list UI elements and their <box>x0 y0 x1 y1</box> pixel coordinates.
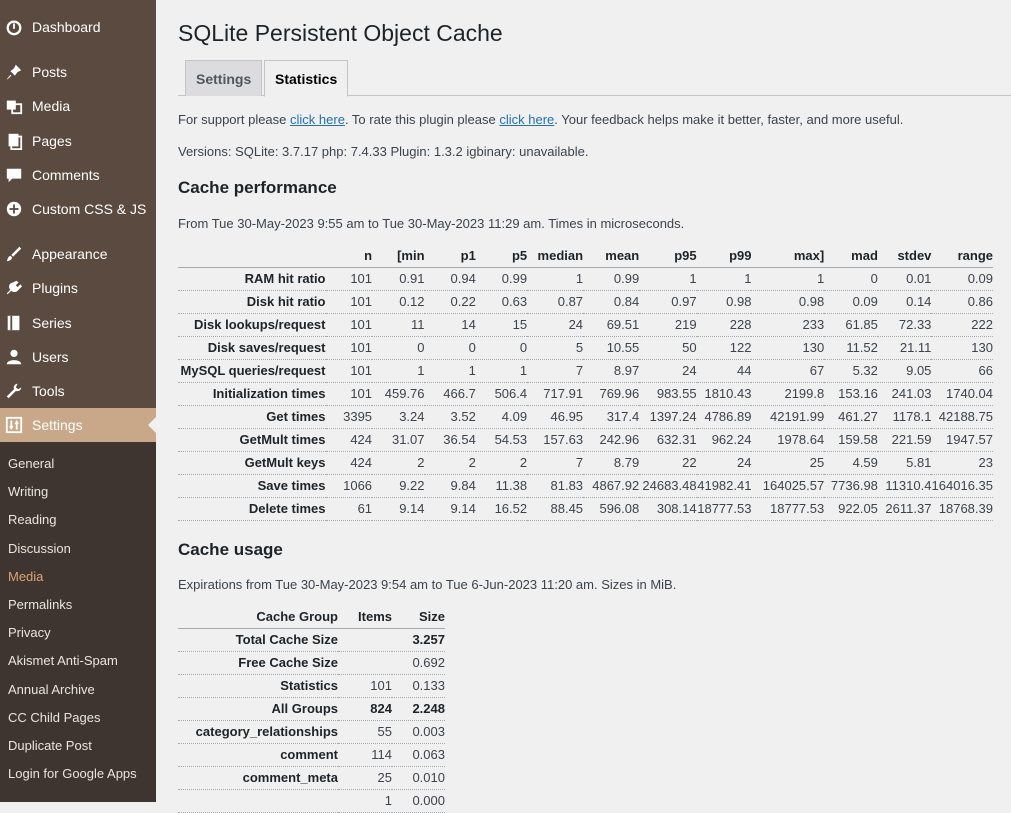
table-cell: 0 <box>468 340 476 355</box>
table-cell: 0.22 <box>450 294 476 309</box>
column-header: p5 <box>476 244 527 267</box>
table-cell: 36.54 <box>443 432 476 447</box>
table-row <box>178 290 993 313</box>
table-row <box>178 313 993 336</box>
menu-item-series[interactable] <box>0 306 156 340</box>
table-cell: 1810.43 <box>704 386 752 401</box>
table-cell: 0 <box>870 271 878 286</box>
table-cell: 18768.39 <box>938 501 993 516</box>
table-cell: 14 <box>461 317 476 332</box>
column-header: p95 <box>639 244 696 267</box>
menu-item-dashboard[interactable] <box>0 10 156 44</box>
table-cell: 10.55 <box>606 340 640 355</box>
table-cell: 1 <box>575 271 584 286</box>
table-cell: 1947.57 <box>946 432 993 447</box>
book-icon <box>4 313 24 333</box>
row-label: comment_meta <box>242 770 338 785</box>
table-cell: 3395 <box>343 409 373 424</box>
table-cell: 308.14 <box>656 501 697 516</box>
table-cell: 2 <box>417 455 425 470</box>
table-cell: 130 <box>971 340 993 355</box>
table-cell: 233 <box>802 317 825 332</box>
column-header: mean <box>583 244 639 267</box>
table-cell: 0.14 <box>906 294 932 309</box>
table-cell: 157.63 <box>543 432 584 447</box>
table-row <box>178 359 993 382</box>
table-cell: 5.81 <box>906 455 932 470</box>
row-label: All Groups <box>271 701 338 716</box>
table-cell: 1 <box>417 363 425 378</box>
column-header: mad <box>824 244 878 267</box>
menu-item-label: Plugins <box>32 280 78 296</box>
cache-performance-heading: Cache performance <box>178 178 337 197</box>
row-label: GetMult keys <box>244 455 326 470</box>
table-cell: 7 <box>575 363 584 378</box>
user-icon <box>4 347 24 367</box>
table-cell: 0.97 <box>671 294 697 309</box>
table-cell: 0.84 <box>613 294 640 309</box>
size-cell: 0.003 <box>412 724 445 739</box>
table-cell: 0.01 <box>906 271 932 286</box>
versions-text: Versions: SQLite: 3.7.17 php: 7.4.33 Plugin: 1.3.2 igbinary: unavailable. <box>178 144 589 159</box>
items-cell: 114 <box>371 747 392 762</box>
support-text: For support please click here. To rate this plugin please click here. Your feedback helps make it better, faster, and more useful. <box>178 112 904 127</box>
table-cell: 18777.53 <box>770 501 825 516</box>
table-cell: 101 <box>350 386 373 401</box>
table-cell: 50 <box>682 340 697 355</box>
table-cell: 7736.98 <box>830 478 878 493</box>
menu-item-tools[interactable] <box>0 374 156 408</box>
table-cell: 424 <box>350 432 373 447</box>
row-label: Initialization times <box>212 386 326 401</box>
table-row <box>178 267 993 290</box>
table-cell: 1397.24 <box>649 409 697 424</box>
table-cell: 228 <box>729 317 752 332</box>
menu-item-label: Posts <box>32 64 68 80</box>
table-cell: 42191.99 <box>770 409 825 424</box>
submenu-item-permalinks[interactable]: Permalinks <box>8 597 73 612</box>
table-cell: 8.97 <box>613 363 640 378</box>
menu-item-label: Comments <box>32 167 100 183</box>
table-cell: 42188.75 <box>938 409 993 424</box>
table-cell: 18777.53 <box>697 501 752 516</box>
table-row <box>178 382 993 405</box>
table-row <box>178 720 445 743</box>
table-cell: 1978.64 <box>777 432 825 447</box>
submenu-item-discussion[interactable]: Discussion <box>8 540 71 556</box>
table-cell: 24 <box>737 455 752 470</box>
size-cell: 0.010 <box>412 770 445 785</box>
media-icon <box>4 96 24 116</box>
items-cell: 824 <box>370 701 392 716</box>
menu-item-label: Users <box>32 349 69 365</box>
table-cell: 3.52 <box>450 409 476 424</box>
items-cell <box>338 651 392 674</box>
table-cell: 506.4 <box>494 386 528 401</box>
performance-range-text: From Tue 30-May-2023 9:55 am to Tue 30-May-2023 11:29 am. Times in microseconds. <box>178 216 685 231</box>
table-cell: 54.53 <box>494 432 528 447</box>
table-cell: 15 <box>512 317 528 332</box>
settings-submenu <box>0 442 156 802</box>
table-cell: 24683.48 <box>642 478 697 493</box>
table-cell: 0 <box>417 340 425 355</box>
submenu-item-media[interactable]: Media <box>8 568 44 584</box>
table-cell: 11.52 <box>846 340 878 355</box>
table-cell: 46.95 <box>550 409 584 424</box>
table-cell: 2199.8 <box>784 386 825 401</box>
submenu-item-privacy[interactable]: Privacy <box>8 625 51 641</box>
table-cell: 66 <box>978 363 993 378</box>
table-cell: 16.52 <box>494 501 528 516</box>
size-cell: 0.133 <box>412 678 445 693</box>
row-label: comment <box>280 747 338 762</box>
column-header: max] <box>751 244 824 267</box>
main-content <box>178 0 1011 808</box>
table-cell: 0 <box>519 340 528 355</box>
table-cell: 241.03 <box>891 386 932 401</box>
table-cell: 5 <box>575 340 584 355</box>
table-cell: 101 <box>350 294 373 309</box>
table-cell: 1740.04 <box>946 386 993 401</box>
column-header: Items <box>338 605 392 628</box>
size-cell: 0.000 <box>412 793 445 808</box>
submenu-item-reading[interactable]: Reading <box>8 512 57 528</box>
table-row <box>178 697 445 720</box>
submenu-item-login-for-google-apps[interactable]: Login for Google Apps <box>8 766 137 782</box>
items-cell: 1 <box>384 793 392 808</box>
row-label: Statistics <box>280 678 338 693</box>
table-cell: 459.76 <box>384 386 425 401</box>
table-cell: 11310.4 <box>885 478 932 493</box>
table-cell: 61 <box>357 501 373 516</box>
table-cell: 4.59 <box>852 455 878 470</box>
column-header: Size <box>392 605 445 628</box>
table-cell: 164025.57 <box>762 478 825 493</box>
table-cell: 101 <box>350 271 373 286</box>
column-header: [min <box>372 244 424 267</box>
menu-item-settings[interactable] <box>0 408 156 442</box>
menu-item-appearance[interactable] <box>0 237 156 271</box>
table-cell: 0.91 <box>399 271 425 286</box>
table-cell: 101 <box>350 340 373 355</box>
wrench-icon <box>4 381 24 401</box>
tab-bar <box>178 60 1011 96</box>
table-row <box>178 766 445 789</box>
column-header: Cache Group <box>178 605 338 628</box>
table-row <box>178 428 993 451</box>
usage-range-text: Expirations from Tue 30-May-2023 9:54 am to Tue 6-Jun-2023 11:20 am. Sizes in MiB. <box>178 577 677 592</box>
table-cell: 0.63 <box>501 294 528 309</box>
table-cell: 0.98 <box>798 294 825 309</box>
items-cell <box>338 628 392 651</box>
table-cell: 7 <box>575 455 584 470</box>
performance-table <box>178 244 993 521</box>
submenu-item-annual-archive[interactable]: Annual Archive <box>8 681 95 697</box>
table-cell: 22 <box>682 455 697 470</box>
menu-item-media[interactable] <box>0 89 156 123</box>
table-cell: 222 <box>971 317 993 332</box>
column-header: stdev <box>878 244 932 267</box>
table-cell: 9.14 <box>450 501 476 516</box>
table-cell: 317.4 <box>606 409 640 424</box>
menu-item-label: Settings <box>32 417 83 433</box>
table-cell: 4786.89 <box>704 409 752 424</box>
table-cell: 24 <box>682 363 697 378</box>
table-cell: 24 <box>568 317 584 332</box>
row-label: Get times <box>266 409 326 424</box>
table-cell: 4.09 <box>501 409 528 424</box>
table-cell: 242.96 <box>599 432 640 447</box>
table-cell: 0.12 <box>399 294 425 309</box>
table-cell: 717.91 <box>543 386 584 401</box>
column-header: n <box>326 244 373 267</box>
menu-item-label: Dashboard <box>32 19 101 35</box>
row-label: MySQL queries/request <box>180 363 326 378</box>
table-cell: 41982.41 <box>697 478 752 493</box>
page-title: SQLite Persistent Object Cache <box>178 20 503 46</box>
admin-sidebar <box>0 0 156 802</box>
table-cell: 69.51 <box>606 317 640 332</box>
table-cell: 1 <box>468 363 476 378</box>
column-header-empty <box>178 244 326 267</box>
table-cell: 5.32 <box>852 363 878 378</box>
table-cell: 159.58 <box>838 432 878 447</box>
table-cell: 4867.92 <box>592 478 640 493</box>
size-cell: 2.248 <box>412 701 445 716</box>
pin-icon <box>4 62 24 82</box>
table-cell: 164016.35 <box>931 478 993 493</box>
table-row <box>178 674 445 697</box>
rate-link[interactable]: click here <box>499 112 555 127</box>
table-cell: 3.24 <box>399 409 425 424</box>
row-label: Total Cache Size <box>235 632 338 647</box>
table-cell: 1 <box>744 271 752 286</box>
table-cell: 0.86 <box>967 294 993 309</box>
table-cell: 9.14 <box>399 501 425 516</box>
table-cell: 0.09 <box>967 271 993 286</box>
row-label: Disk lookups/request <box>194 317 326 332</box>
table-cell: 122 <box>729 340 752 355</box>
row-label: category_relationships <box>195 724 338 739</box>
size-cell: 0.692 <box>412 655 445 670</box>
table-row <box>178 336 993 359</box>
table-cell: 153.16 <box>838 386 878 401</box>
menu-item-users[interactable] <box>0 340 156 374</box>
table-cell: 101 <box>350 317 373 332</box>
table-cell: 0.87 <box>557 294 584 309</box>
submenu-item-akismet-anti-spam[interactable]: Akismet Anti-Spam <box>8 653 118 669</box>
table-cell: 219 <box>674 317 697 332</box>
table-cell: 25 <box>809 455 825 470</box>
cache-usage-heading: Cache usage <box>178 540 283 559</box>
tab-settings[interactable]: Settings <box>185 60 262 96</box>
size-cell: 3.257 <box>412 632 445 647</box>
table-cell: 44 <box>737 363 752 378</box>
items-cell: 55 <box>377 724 392 739</box>
submenu-item-writing[interactable]: Writing <box>8 484 49 500</box>
comment-icon <box>4 165 24 185</box>
table-cell: 130 <box>802 340 825 355</box>
table-cell: 23 <box>978 455 993 470</box>
menu-item-label: Pages <box>32 133 72 149</box>
table-cell: 983.55 <box>656 386 697 401</box>
menu-item-label: Media <box>32 98 71 114</box>
menu-item-label: Appearance <box>32 246 108 262</box>
usage-table <box>178 605 445 813</box>
table-cell: 0.99 <box>501 271 528 286</box>
table-cell: 9.22 <box>399 478 425 493</box>
table-cell: 922.05 <box>838 501 878 516</box>
table-cell: 9.05 <box>906 363 932 378</box>
menu-item-plugins[interactable] <box>0 271 156 305</box>
row-label: Save times <box>257 478 326 493</box>
pages-icon <box>4 131 24 151</box>
table-cell: 1066 <box>343 478 373 493</box>
table-cell: 8.79 <box>613 455 640 470</box>
table-cell: 72.33 <box>898 317 932 332</box>
table-cell: 11 <box>411 317 425 332</box>
row-label <box>178 789 338 812</box>
table-cell: 1 <box>817 271 825 286</box>
table-cell: 31.07 <box>391 432 425 447</box>
table-row <box>178 789 445 812</box>
table-cell: 2 <box>468 455 476 470</box>
menu-item-custom-css-js[interactable] <box>0 192 156 226</box>
table-cell: 466.7 <box>443 386 476 401</box>
table-cell: 67 <box>809 363 825 378</box>
row-label: Disk saves/request <box>207 340 326 355</box>
table-cell: 221.59 <box>891 432 932 447</box>
table-cell: 21.11 <box>899 340 932 355</box>
table-cell: 0.98 <box>726 294 752 309</box>
table-cell: 2 <box>519 455 528 470</box>
plus-circle-icon <box>4 199 24 219</box>
table-cell: 88.45 <box>550 501 584 516</box>
table-row <box>178 497 993 520</box>
table-cell: 461.27 <box>838 409 878 424</box>
table-cell: 101 <box>350 363 373 378</box>
column-header: median <box>527 244 583 267</box>
table-row <box>178 651 445 674</box>
table-cell: 61.85 <box>845 317 878 332</box>
table-cell: 0.99 <box>613 271 640 286</box>
table-cell: 1178.1 <box>892 409 932 424</box>
column-header: p1 <box>425 244 476 267</box>
plug-icon <box>4 278 24 298</box>
sliders-icon <box>4 415 24 435</box>
submenu-item-duplicate-post[interactable]: Duplicate Post <box>8 738 92 753</box>
row-label: GetMult times <box>239 432 326 447</box>
menu-item-pages[interactable] <box>0 124 156 158</box>
table-cell: 424 <box>350 455 373 470</box>
menu-item-label: Tools <box>32 383 65 399</box>
table-cell: 11.38 <box>495 478 528 493</box>
table-cell: 9.84 <box>450 478 476 493</box>
items-cell: 25 <box>377 770 392 785</box>
dashboard-icon <box>4 17 24 37</box>
table-row <box>178 451 993 474</box>
table-cell: 769.96 <box>599 386 640 401</box>
row-label: RAM hit ratio <box>244 271 326 286</box>
table-cell: 596.08 <box>599 501 640 516</box>
table-cell: 632.31 <box>656 432 697 447</box>
tab-statistics[interactable]: Statistics <box>264 60 348 97</box>
submenu-item-cc-child-pages[interactable]: CC Child Pages <box>8 709 101 725</box>
column-header: range <box>931 244 993 267</box>
table-cell: 962.24 <box>711 432 752 447</box>
row-label: Disk hit ratio <box>246 294 326 309</box>
size-cell: 0.063 <box>412 747 445 762</box>
table-row <box>178 405 993 428</box>
table-row <box>178 743 445 766</box>
table-cell: 1 <box>519 363 528 378</box>
menu-item-posts[interactable] <box>0 55 156 89</box>
menu-item-label: Series <box>32 315 72 331</box>
support-link[interactable]: click here <box>290 112 345 127</box>
table-row <box>178 628 445 651</box>
row-label: Delete times <box>248 501 326 516</box>
table-cell: 0.09 <box>852 294 878 309</box>
table-cell: 1 <box>689 271 697 286</box>
submenu-item-general[interactable]: General <box>8 456 55 471</box>
brush-icon <box>4 244 24 264</box>
column-header: p99 <box>697 244 752 267</box>
table-cell: 81.83 <box>550 478 584 493</box>
menu-item-comments[interactable] <box>0 158 156 192</box>
table-row <box>178 474 993 497</box>
row-label: Free Cache Size <box>238 655 338 670</box>
table-cell: 2611.37 <box>885 501 932 516</box>
table-cell: 0.94 <box>450 271 476 286</box>
items-cell: 101 <box>370 678 392 693</box>
menu-item-label: Custom CSS & JS <box>32 201 147 217</box>
